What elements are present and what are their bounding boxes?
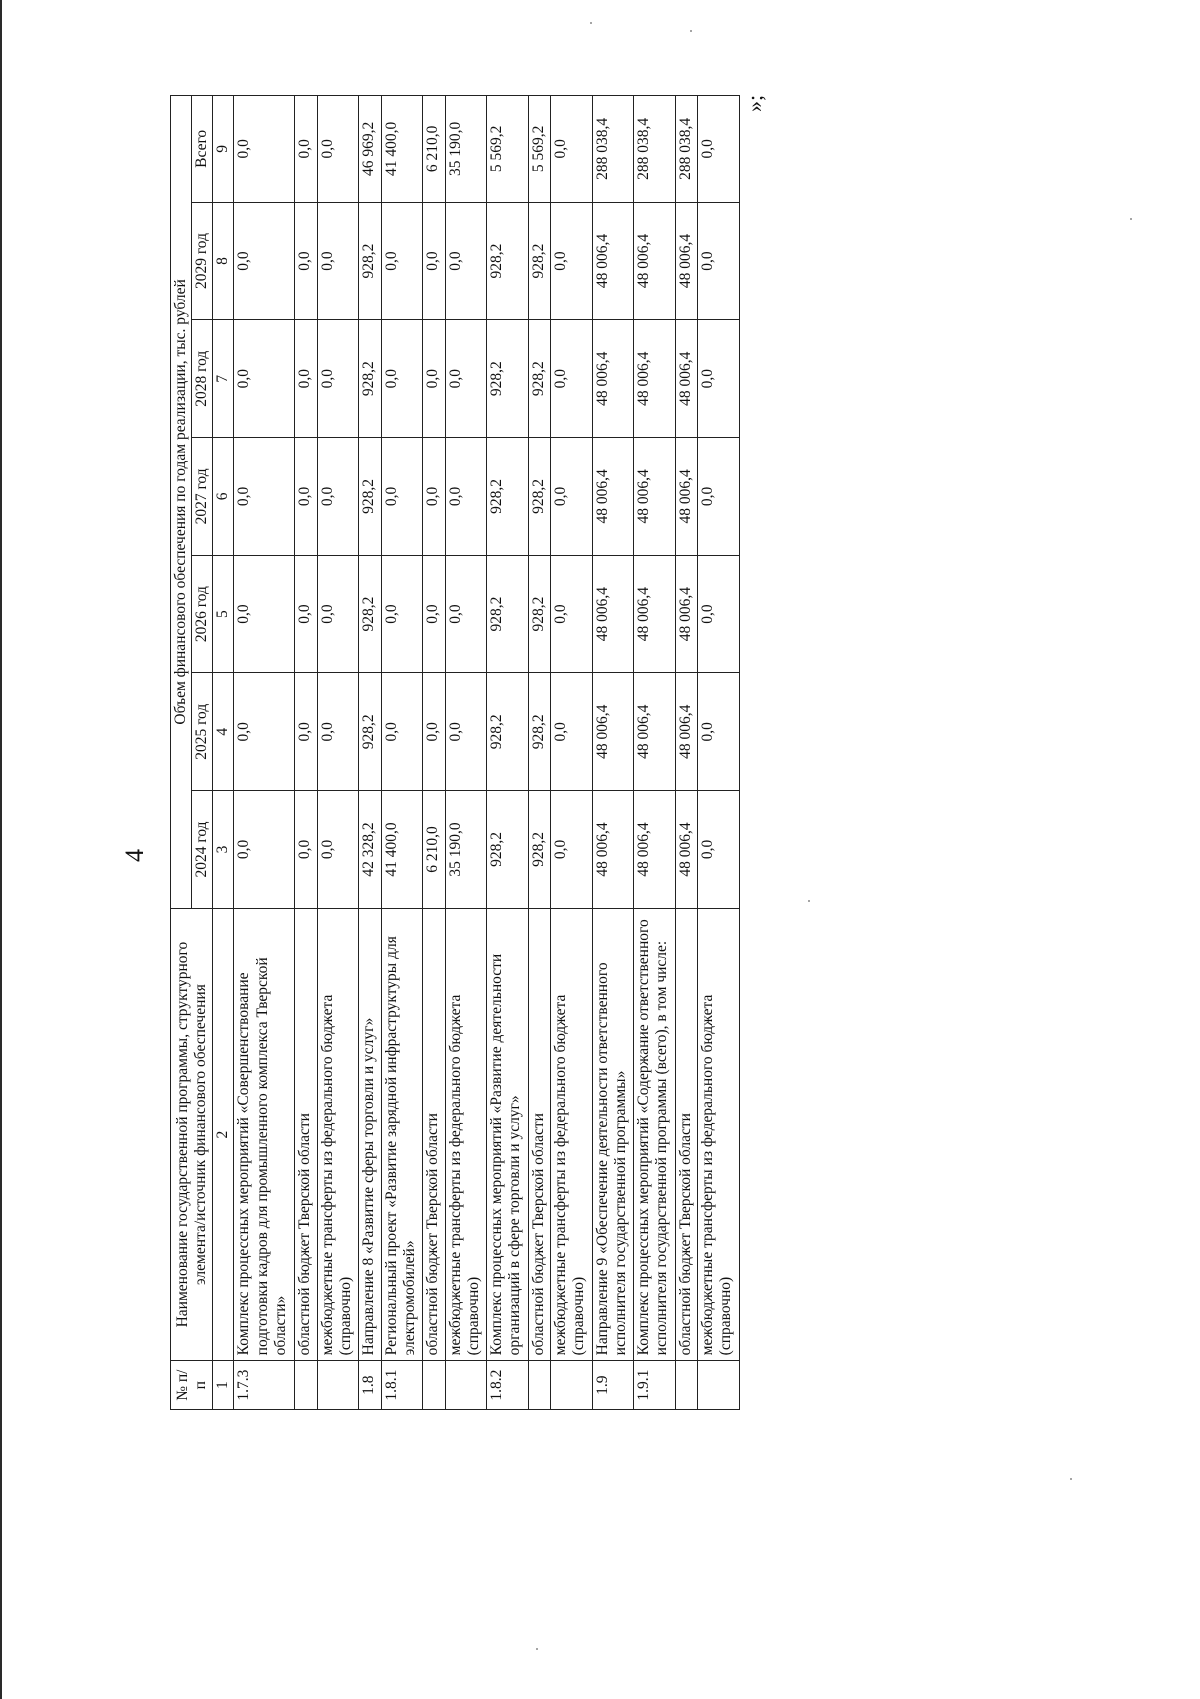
row-year-value: 0,0 [295,202,317,320]
header-year: 2029 год [192,202,213,320]
row-total-value: 0,0 [551,96,593,203]
row-number [423,1361,445,1410]
row-number: 1.7.3 [234,1361,295,1410]
row-name: Комплекс процессных мероприятий «Развитие деятельности организаций в сфере торговли и услуг» [487,908,529,1361]
header-year: 2027 год [192,438,213,556]
table-row [487,96,529,1410]
row-year-value: 928,2 [528,202,550,320]
row-year-value: 0,0 [295,320,317,438]
row-year-value: 0,0 [698,202,740,320]
scan-speck [808,900,810,902]
scan-speck [690,30,692,32]
row-year-value: 0,0 [381,555,423,673]
row-year-value: 48 006,4 [634,791,676,909]
row-year-value: 48 006,4 [592,673,634,791]
row-year-value: 928,2 [487,320,529,438]
row-name: областной бюджет Тверской области [295,908,317,1361]
table-row [317,96,359,1410]
table-row [423,96,445,1410]
table-row [528,96,550,1410]
row-number [528,1361,550,1410]
header-year: 2025 год [192,673,213,791]
page-number: 4 [120,849,149,862]
row-year-value: 928,2 [528,555,550,673]
row-number: 1.8 [359,1361,381,1410]
row-year-value: 0,0 [381,202,423,320]
row-year-value: 42 328,2 [359,791,381,909]
row-year-value: 928,2 [487,555,529,673]
row-total-value: 46 969,2 [359,96,381,203]
column-index: 8 [213,202,234,320]
table-row [359,96,381,1410]
table-body [234,96,740,1410]
column-index: 3 [213,791,234,909]
row-year-value: 48 006,4 [592,202,634,320]
row-year-value: 48 006,4 [675,555,697,673]
row-year-value: 928,2 [359,673,381,791]
row-year-value: 48 006,4 [634,202,676,320]
row-name: областной бюджет Тверской области [528,908,550,1361]
row-year-value: 0,0 [295,673,317,791]
row-name: Региональный проект «Развитие зарядной инфраструктуры для электромобилей» [381,908,423,1361]
row-year-value: 928,2 [359,320,381,438]
row-year-value: 0,0 [234,320,295,438]
row-year-value: 48 006,4 [675,202,697,320]
row-year-value: 928,2 [528,791,550,909]
financing-table [170,95,740,1410]
row-year-value: 928,2 [528,673,550,791]
row-name: Направление 8 «Развитие сферы торговли и услуг» [359,908,381,1361]
row-number [675,1361,697,1410]
row-year-value: 0,0 [698,555,740,673]
row-year-value: 0,0 [317,791,359,909]
row-year-value: 0,0 [445,202,487,320]
row-number [295,1361,317,1410]
row-total-value: 288 038,4 [592,96,634,203]
row-number [698,1361,740,1410]
row-year-value: 0,0 [317,320,359,438]
scan-edge-line [0,0,2,1699]
row-total-value: 5 569,2 [528,96,550,203]
scan-speck [1130,218,1132,220]
row-year-value: 0,0 [295,791,317,909]
row-year-value: 41 400,0 [381,791,423,909]
row-year-value: 48 006,4 [592,555,634,673]
row-number: 1.9 [592,1361,634,1410]
row-year-value: 0,0 [381,320,423,438]
row-year-value: 0,0 [423,673,445,791]
row-year-value: 0,0 [423,202,445,320]
row-year-value: 0,0 [551,438,593,556]
row-total-value: 6 210,0 [423,96,445,203]
row-year-value: 0,0 [698,438,740,556]
row-year-value: 0,0 [551,202,593,320]
header-year: 2028 год [192,320,213,438]
row-year-value: 35 190,0 [445,791,487,909]
row-name: Комплекс процессных мероприятий «Содержание ответственного исполнителя государственной программы (всего), в том числе: [634,908,676,1361]
row-total-value: 288 038,4 [634,96,676,203]
row-year-value: 0,0 [445,555,487,673]
row-year-value: 0,0 [234,791,295,909]
row-year-value: 928,2 [359,555,381,673]
table-row [551,96,593,1410]
column-index: 1 [213,1361,234,1410]
row-year-value: 48 006,4 [634,320,676,438]
row-year-value: 928,2 [528,320,550,438]
row-total-value: 288 038,4 [675,96,697,203]
row-name: Направление 9 «Обеспечение деятельности ответственного исполнителя государственной программы» [592,908,634,1361]
row-year-value: 0,0 [317,438,359,556]
scan-speck [536,1648,538,1650]
table-row [234,96,295,1410]
rotated-table-container [170,95,740,1410]
row-year-value: 0,0 [317,555,359,673]
row-year-value: 0,0 [295,438,317,556]
row-year-value: 48 006,4 [592,438,634,556]
header-row-1 [171,96,192,1410]
row-year-value: 48 006,4 [634,673,676,791]
row-total-value: 5 569,2 [487,96,529,203]
row-year-value: 0,0 [423,555,445,673]
row-name: областной бюджет Тверской области [423,908,445,1361]
row-year-value: 48 006,4 [592,791,634,909]
row-year-value: 0,0 [698,320,740,438]
header-volume: Объем финансового обеспечения по годам реализации, тыс. рублей [171,96,192,909]
table-row [381,96,423,1410]
row-year-value: 0,0 [423,320,445,438]
row-year-value: 928,2 [359,438,381,556]
row-year-value: 48 006,4 [675,791,697,909]
row-number [445,1361,487,1410]
row-year-value: 48 006,4 [675,320,697,438]
row-year-value: 48 006,4 [592,320,634,438]
row-number [317,1361,359,1410]
column-index: 9 [213,96,234,203]
row-year-value: 0,0 [445,438,487,556]
row-year-value: 0,0 [295,555,317,673]
row-year-value: 0,0 [423,438,445,556]
row-year-value: 928,2 [528,438,550,556]
table-row [634,96,676,1410]
header-year: 2026 год [192,555,213,673]
table-row [698,96,740,1410]
row-number: 1.8.1 [381,1361,423,1410]
row-total-value: 0,0 [295,96,317,203]
row-year-value: 48 006,4 [634,555,676,673]
row-year-value: 0,0 [317,202,359,320]
table-row [295,96,317,1410]
row-name: областной бюджет Тверской области [675,908,697,1361]
row-year-value: 6 210,0 [423,791,445,909]
row-year-value: 0,0 [317,673,359,791]
row-number [551,1361,593,1410]
row-year-value: 0,0 [381,673,423,791]
row-year-value: 0,0 [234,202,295,320]
row-total-value: 35 190,0 [445,96,487,203]
column-index: 6 [213,438,234,556]
row-year-value: 928,2 [487,438,529,556]
column-index: 5 [213,555,234,673]
row-year-value: 0,0 [445,320,487,438]
column-index: 7 [213,320,234,438]
row-year-value: 928,2 [487,791,529,909]
row-name: межбюджетные трансферты из федерального бюджета (справочно) [698,908,740,1361]
row-name: межбюджетные трансферты из федерального бюджета (справочно) [317,908,359,1361]
row-total-value: 41 400,0 [381,96,423,203]
row-year-value: 928,2 [359,202,381,320]
header-no: № п/п [171,1361,213,1410]
header-year: 2024 год [192,791,213,909]
row-year-value: 0,0 [698,673,740,791]
table-row [675,96,697,1410]
column-index: 4 [213,673,234,791]
table-row [592,96,634,1410]
row-year-value: 928,2 [487,202,529,320]
row-year-value: 0,0 [551,320,593,438]
row-year-value: 0,0 [551,555,593,673]
row-number: 1.9.1 [634,1361,676,1410]
row-year-value: 48 006,4 [634,438,676,556]
row-name: межбюджетные трансферты из федерального бюджета (справочно) [551,908,593,1361]
row-year-value: 0,0 [551,673,593,791]
closing-quote-mark: »; [742,94,767,112]
row-total-value: 0,0 [698,96,740,203]
row-year-value: 0,0 [445,673,487,791]
row-year-value: 0,0 [234,673,295,791]
row-total-value: 0,0 [234,96,295,203]
row-year-value: 48 006,4 [675,438,697,556]
row-year-value: 0,0 [234,555,295,673]
row-year-value: 0,0 [698,791,740,909]
row-year-value: 928,2 [487,673,529,791]
row-total-value: 0,0 [317,96,359,203]
header-name: Наименование государственной программы, структурного элемента/источник финансового обеспечения [171,908,213,1361]
column-index-row [213,96,234,1410]
row-year-value: 0,0 [234,438,295,556]
row-year-value: 48 006,4 [675,673,697,791]
row-name: межбюджетные трансферты из федерального бюджета (справочно) [445,908,487,1361]
row-year-value: 0,0 [551,791,593,909]
table-row [445,96,487,1410]
row-name: Комплекс процессных мероприятий «Совершенствование подготовки кадров для промышленного комплекса Тверской области» [234,908,295,1361]
row-number: 1.8.2 [487,1361,529,1410]
scan-speck [1070,1478,1072,1480]
row-year-value: 0,0 [381,438,423,556]
column-index: 2 [213,908,234,1361]
header-total: Всего [192,96,213,203]
scan-speck [590,22,592,24]
